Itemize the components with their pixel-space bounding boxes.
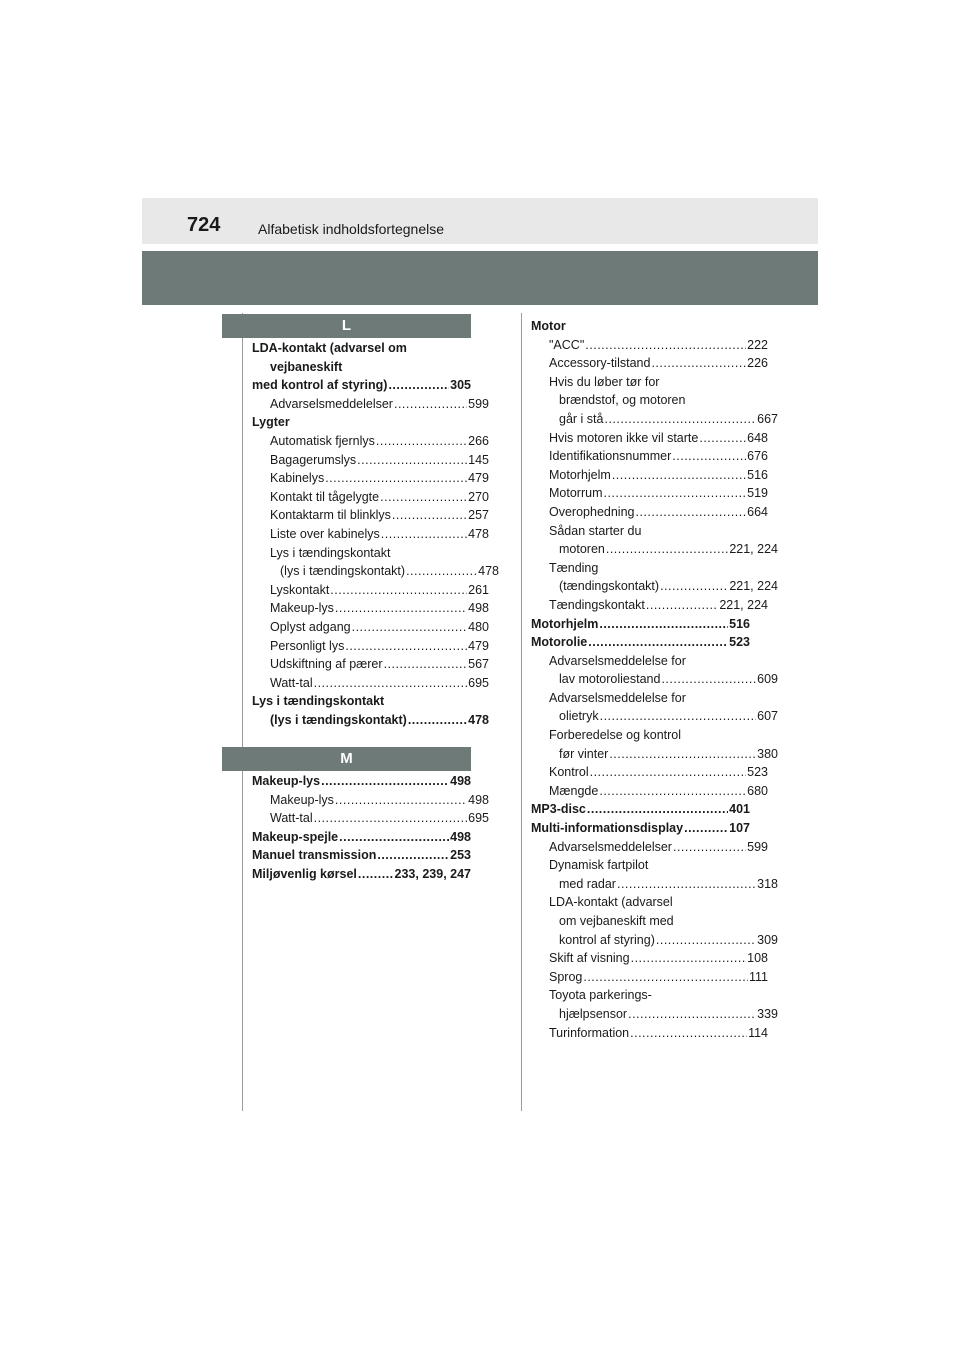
- dot-leader: [609, 745, 756, 764]
- index-entry: [252, 828, 471, 847]
- index-entry-text: MP3-disc: [531, 802, 586, 817]
- index-page-ref: 111: [748, 969, 768, 984]
- index-entry-text: Identifikationsnummer: [549, 449, 672, 464]
- index-page-ref: 478: [468, 712, 489, 727]
- index-page-ref: 380: [757, 746, 778, 761]
- section-letter-m: M: [222, 747, 471, 771]
- index-entry-text: Watt-tal: [270, 675, 313, 690]
- index-entry-text: Makeup-lys: [270, 601, 334, 616]
- index-page-ref: 498: [468, 792, 489, 807]
- dot-leader: [646, 596, 718, 615]
- index-page-ref: 233, 239, 247: [394, 866, 471, 881]
- section-letter-l: L: [222, 314, 471, 338]
- index-entry: [531, 596, 768, 615]
- index-page-ref: 695: [468, 675, 489, 690]
- index-page-ref: 479: [468, 471, 489, 486]
- index-entry: [252, 637, 489, 656]
- index-entry: [252, 581, 489, 600]
- index-page-ref: 266: [468, 433, 489, 448]
- dot-leader: [335, 791, 467, 810]
- index-entry-text: Motorolie: [531, 635, 588, 650]
- index-page-ref: 676: [747, 449, 768, 464]
- dot-leader: [635, 503, 746, 522]
- dot-leader: [603, 484, 746, 503]
- index-entry: [531, 503, 768, 522]
- dot-leader: [630, 1024, 747, 1043]
- dot-leader: [314, 674, 468, 693]
- index-heading: Lygter: [252, 415, 290, 430]
- index-entry: [531, 633, 750, 652]
- index-page-ref: 648: [747, 430, 768, 445]
- index-entry: [531, 745, 778, 764]
- index-entry-text: Udskiftning af pærer: [270, 657, 383, 672]
- index-heading: Toyota parkerings-: [549, 988, 652, 1003]
- index-entry: [252, 451, 489, 470]
- index-heading: om vejbaneskift med: [559, 914, 674, 928]
- index-entry-text: Mængde: [549, 783, 599, 798]
- index-page-ref: 667: [757, 411, 778, 426]
- dot-leader: [617, 875, 756, 894]
- index-page-ref: 226: [747, 356, 768, 371]
- index-page-ref: 270: [468, 489, 489, 504]
- index-heading: Advarselsmeddelelse for: [549, 653, 686, 668]
- index-entry: [252, 469, 489, 488]
- index-page-ref: 221, 224: [729, 542, 778, 557]
- index-page-ref: 261: [468, 582, 489, 597]
- dot-leader: [588, 633, 728, 652]
- dot-leader: [604, 410, 756, 429]
- index-heading: Advarselsmeddelelse for: [549, 690, 686, 705]
- index-entry: [252, 395, 489, 414]
- index-entry: [531, 540, 778, 559]
- index-heading: Motor: [531, 319, 566, 333]
- page-number: 724: [187, 214, 221, 236]
- dot-leader: [345, 637, 467, 656]
- index-entry-text: med radar: [559, 876, 616, 891]
- index-entry: [531, 819, 750, 838]
- dot-leader: [384, 655, 468, 674]
- index-entry-text: Accessory-tilstand: [549, 356, 651, 371]
- index-entry: [531, 670, 778, 689]
- index-entry-text: Overophedning: [549, 504, 635, 519]
- index-entry: [531, 782, 768, 801]
- index-entry: [252, 674, 489, 693]
- index-entry: [531, 707, 778, 726]
- index-entry-text: Liste over kabinelys: [270, 526, 380, 541]
- index-entry: [252, 846, 471, 865]
- index-heading: Hvis du løber tør for: [549, 374, 660, 389]
- index-page-ref: 516: [729, 616, 750, 631]
- dot-leader: [661, 670, 756, 689]
- dot-leader: [600, 707, 757, 726]
- dot-leader: [381, 525, 467, 544]
- dot-leader: [335, 599, 467, 618]
- index-entry-text: Kabinelys: [270, 471, 325, 486]
- index-entry-text: Manuel transmission: [252, 848, 377, 863]
- dot-leader: [358, 865, 394, 884]
- index-column-m: [252, 772, 489, 884]
- index-page-ref: 107: [729, 821, 750, 836]
- index-entry-text: "ACC": [549, 337, 585, 352]
- index-heading: vejbaneskift: [270, 359, 343, 374]
- index-column-right: [531, 317, 778, 1042]
- dot-leader: [660, 577, 728, 596]
- index-page-ref: 257: [468, 508, 489, 523]
- index-entry-text: Advarselsmeddelelser: [549, 839, 672, 854]
- dot-leader: [684, 819, 728, 838]
- dot-leader: [377, 846, 449, 865]
- index-page-ref: 498: [468, 601, 489, 616]
- index-entry: [531, 447, 768, 466]
- index-page-ref: 478: [478, 564, 499, 579]
- dot-leader: [672, 447, 746, 466]
- dot-leader: [394, 395, 467, 414]
- index-entry-text: Motorhjelm: [531, 616, 599, 631]
- dot-leader: [651, 354, 746, 373]
- index-entry-text: Miljøvenlig kørsel: [252, 866, 357, 881]
- dot-leader: [314, 809, 468, 828]
- dot-leader: [656, 931, 756, 950]
- index-entry-text: Makeup-lys: [252, 774, 321, 788]
- index-entry-text: kontrol af styring): [559, 932, 655, 947]
- index-entry-text: Multi-informationsdisplay: [531, 821, 684, 836]
- index-entry-text: lav motoroliestand: [559, 672, 661, 687]
- index-page-ref: 221, 224: [729, 579, 778, 594]
- section-band: [142, 251, 818, 305]
- index-entry: [252, 865, 471, 884]
- index-heading: Forberedelse og kontrol: [549, 728, 682, 743]
- index-page-ref: 498: [450, 774, 471, 788]
- dot-leader: [699, 429, 746, 448]
- index-entry: [531, 336, 768, 355]
- index-entry: [531, 800, 750, 819]
- index-heading: LDA-kontakt (advarsel om: [252, 341, 407, 355]
- index-entry: [252, 711, 489, 730]
- index-entry-text: Kontrol: [549, 765, 589, 780]
- index-entry: [252, 376, 471, 395]
- index-page-ref: 318: [757, 876, 778, 891]
- index-entry: [531, 1005, 778, 1024]
- index-entry-text: (lys i tændingskontakt): [280, 564, 406, 579]
- index-entry-text: Skift af visning: [549, 951, 630, 966]
- index-entry: [531, 1024, 768, 1043]
- index-page-ref: 339: [757, 1006, 778, 1021]
- index-entry-text: Motorhjelm: [549, 467, 611, 482]
- index-page-ref: 480: [468, 619, 489, 634]
- index-page-ref: 114: [748, 1025, 768, 1040]
- index-entry-text: Kontakt til tågelygte: [270, 489, 380, 504]
- dot-leader: [599, 615, 728, 634]
- index-entry-text: Watt-tal: [270, 811, 313, 826]
- index-entry-text: Hvis motoren ikke vil starte: [549, 430, 699, 445]
- index-heading: Tænding: [549, 560, 599, 575]
- dot-leader: [321, 772, 449, 791]
- dot-leader: [612, 466, 746, 485]
- index-page-ref: 108: [747, 951, 768, 966]
- index-heading: Lys i tændingskontakt: [270, 545, 391, 560]
- dot-leader: [392, 506, 467, 525]
- dot-leader: [583, 968, 748, 987]
- index-entry: [252, 562, 499, 581]
- index-page-ref: 607: [757, 709, 778, 724]
- page-title: Alfabetisk indholdsfortegnelse: [258, 221, 445, 237]
- index-entry-text: Automatisk fjernlys: [270, 433, 375, 448]
- index-heading: LDA-kontakt (advarsel: [549, 895, 673, 910]
- index-entry: [252, 809, 489, 828]
- index-entry-text: Bagagerumslys: [270, 452, 357, 467]
- index-entry: [531, 615, 750, 634]
- index-entry-text: går i stå: [559, 411, 604, 426]
- index-entry: [252, 618, 489, 637]
- index-entry: [531, 466, 768, 485]
- index-entry: [531, 838, 768, 857]
- dot-leader: [606, 540, 728, 559]
- dot-leader: [599, 782, 746, 801]
- index-entry-text: (lys i tændingskontakt): [270, 712, 407, 727]
- index-page-ref: 253: [450, 848, 471, 863]
- dot-leader: [590, 763, 747, 782]
- index-entry-text: (tændingskontakt): [559, 579, 660, 594]
- index-heading: brændstof, og motoren: [559, 393, 686, 408]
- index-page-ref: 222: [747, 337, 768, 352]
- dot-leader: [628, 1005, 756, 1024]
- index-entry: [252, 599, 489, 618]
- index-page-ref: 516: [747, 467, 768, 482]
- index-entry: [531, 875, 778, 894]
- index-entry: [252, 772, 471, 791]
- index-entry: [531, 931, 778, 950]
- index-page-ref: 401: [729, 802, 750, 817]
- index-page-ref: 609: [757, 672, 778, 687]
- index-page-ref: 523: [729, 635, 750, 650]
- index-page-ref: 479: [468, 638, 489, 653]
- index-page-ref: 599: [747, 839, 768, 854]
- index-column-l: [252, 339, 499, 729]
- index-entry: [531, 949, 768, 968]
- index-entry-text: Turinformation: [549, 1025, 630, 1040]
- index-entry: [531, 484, 768, 503]
- index-heading: Lys i tændingskontakt: [252, 694, 385, 709]
- index-entry-text: med kontrol af styring): [252, 378, 388, 393]
- index-entry: [531, 763, 768, 782]
- column-divider-left: [242, 313, 243, 1111]
- index-page-ref: 145: [468, 452, 489, 467]
- index-entry-text: Kontaktarm til blinklys: [270, 508, 391, 523]
- dot-leader: [325, 469, 467, 488]
- dot-leader: [380, 488, 467, 507]
- index-page-ref: 478: [468, 526, 489, 541]
- dot-leader: [406, 562, 477, 581]
- index-page-ref: 567: [468, 657, 489, 672]
- dot-leader: [339, 828, 449, 847]
- index-entry-text: Personligt lys: [270, 638, 345, 653]
- index-page-ref: 680: [747, 783, 768, 798]
- index-entry: [252, 655, 489, 674]
- index-heading: Sådan starter du: [549, 523, 642, 538]
- index-page-ref: 221, 224: [719, 597, 768, 612]
- index-entry-text: Advarselsmeddelelser: [270, 396, 393, 411]
- index-entry: [531, 968, 768, 987]
- index-page-ref: 664: [747, 504, 768, 519]
- dot-leader: [408, 711, 467, 730]
- index-entry: [531, 410, 778, 429]
- index-entry-text: motoren: [559, 542, 605, 557]
- index-entry: [531, 354, 768, 373]
- index-entry-text: Makeup-spejle: [252, 829, 339, 844]
- column-divider-right: [521, 313, 522, 1111]
- dot-leader: [388, 376, 449, 395]
- dot-leader: [376, 432, 467, 451]
- index-entry-text: hjælpsensor: [559, 1006, 628, 1021]
- index-page-ref: 523: [747, 765, 768, 780]
- dot-leader: [357, 451, 467, 470]
- index-entry-text: olietryk: [559, 709, 599, 724]
- index-heading: Dynamisk fartpilot: [549, 858, 649, 873]
- index-entry-text: Motorrum: [549, 486, 603, 501]
- dot-leader: [673, 838, 746, 857]
- index-page-ref: 498: [450, 829, 471, 844]
- dot-leader: [585, 336, 746, 355]
- index-entry: [252, 525, 489, 544]
- index-entry: [252, 506, 489, 525]
- index-page-ref: 309: [757, 932, 778, 947]
- index-entry-text: før vinter: [559, 746, 609, 761]
- dot-leader: [352, 618, 468, 637]
- dot-leader: [631, 949, 747, 968]
- index-entry: [252, 488, 489, 507]
- index-entry: [252, 432, 489, 451]
- index-entry: [252, 791, 489, 810]
- index-entry: [531, 429, 768, 448]
- index-page-ref: 695: [468, 811, 489, 826]
- header-band: [142, 198, 818, 244]
- index-page-ref: 519: [747, 486, 768, 501]
- index-entry-text: Tændingskontakt: [549, 597, 645, 612]
- index-page-ref: 305: [450, 378, 471, 393]
- index-entry-text: Lyskontakt: [270, 582, 330, 597]
- index-entry: [531, 577, 778, 596]
- index-entry-text: Oplyst adgang: [270, 619, 351, 634]
- dot-leader: [330, 581, 467, 600]
- dot-leader: [587, 800, 728, 819]
- index-page-ref: 599: [468, 396, 489, 411]
- index-entry-text: Makeup-lys: [270, 792, 334, 807]
- index-entry-text: Sprog: [549, 969, 583, 984]
